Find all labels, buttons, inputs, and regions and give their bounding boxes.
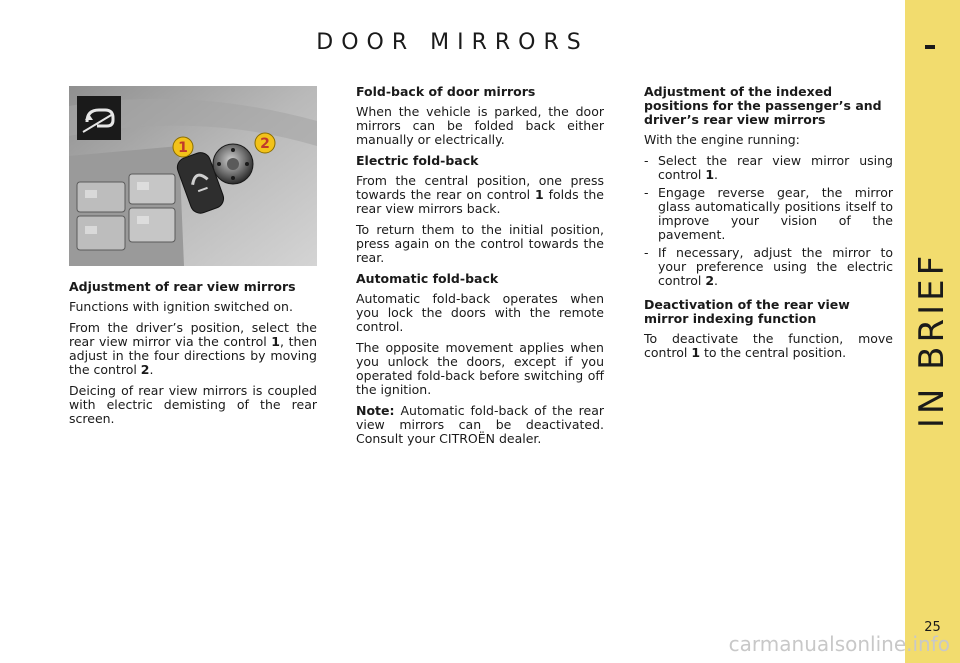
- chapter-marker: [925, 45, 935, 49]
- callout-label-1: 1: [178, 140, 188, 156]
- list-item: - Select the rear view mirror using control 1.: [644, 153, 893, 182]
- page-title: DOOR MIRRORS: [316, 30, 589, 55]
- heading-fold-back: Fold-back of door mirrors: [356, 84, 536, 99]
- callout-badge-1: [172, 136, 194, 158]
- heading-automatic-fold-back: Automatic fold-back: [356, 271, 499, 286]
- paragraph: Automatic fold-back operates when you lock the doors with the remote control.: [356, 291, 604, 334]
- heading-electric-fold-back: Electric fold-back: [356, 153, 479, 168]
- column-middle: [356, 85, 604, 453]
- paragraph: To return them to the initial position, press again on the control towards the rear.: [356, 222, 604, 265]
- list-item: - If necessary, adjust the mirror to your preference using the electric control 2.: [644, 245, 893, 288]
- paragraph: The opposite movement applies when you unlock the doors, except if you operated fold-back before switching off the ignition.: [356, 340, 604, 397]
- heading-adjustment: Adjustment of rear view mirrors: [69, 279, 296, 294]
- paragraph: Functions with ignition switched on.: [69, 299, 293, 314]
- paragraph: Deicing of rear view mirrors is coupled with electric demisting of the rear screen.: [69, 383, 317, 426]
- column-right: [644, 85, 893, 367]
- paragraph: With the engine running:: [644, 132, 800, 147]
- list-item: - Engage reverse gear, the mirror glass automatically positions itself to improve your vision of the pavement.: [644, 185, 893, 242]
- page-number: 25: [924, 620, 941, 635]
- paragraph: To deactivate the function, move control 1 to the central position.: [644, 331, 893, 360]
- paragraph: When the vehicle is parked, the door mirrors can be folded back either manually or electrically.: [356, 104, 604, 147]
- door-mirror-controls-photo: [69, 86, 317, 266]
- heading-indexed-positions: Adjustment of the indexed positions for the passenger’s and driver’s rear view mirrors: [644, 84, 882, 127]
- watermark: carmanualsonline.info: [728, 632, 950, 656]
- note: Note: Automatic fold-back of the rear view mirrors can be deactivated. Consult your CITROËN dealer.: [356, 403, 604, 446]
- heading-deactivation: Deactivation of the rear view mirror indexing function: [644, 297, 850, 326]
- callout-badge-2: [254, 132, 276, 154]
- paragraph: From the central position, one press towards the rear on control 1 folds the rear view mirrors back.: [356, 173, 604, 216]
- column-left: [69, 280, 317, 433]
- section-title: IN BRIEF: [912, 251, 952, 429]
- paragraph: From the driver’s position, select the rear view mirror via the control 1, then adjust in the four directions by moving the control 2.: [69, 320, 318, 377]
- callout-label-2: 2: [260, 136, 270, 152]
